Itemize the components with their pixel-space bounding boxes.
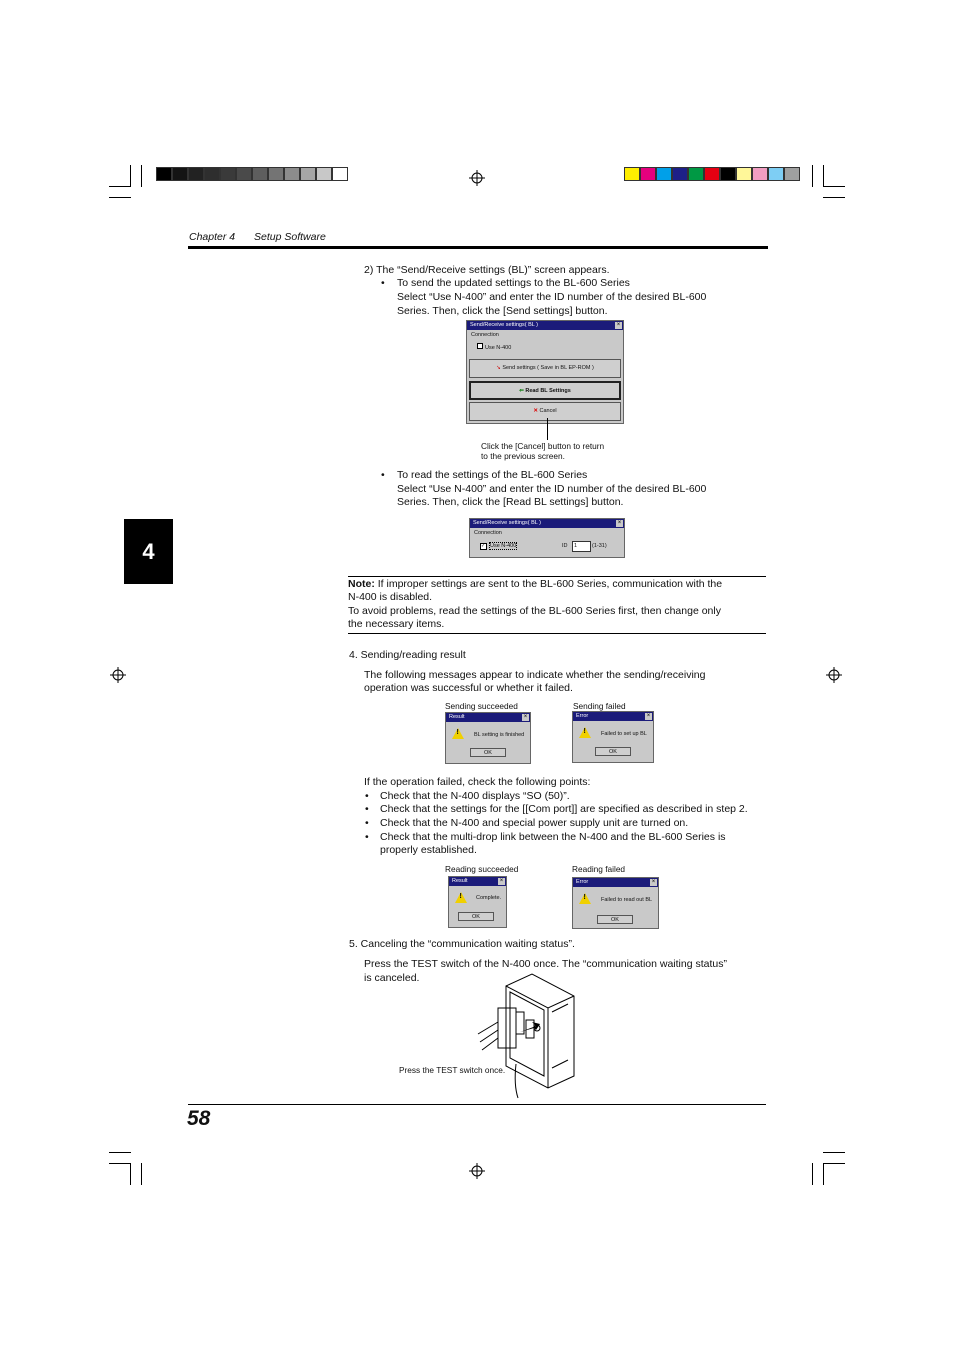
color-calibration-bar [624,167,800,181]
gray-swatch [316,167,332,181]
color-swatch [672,167,688,181]
step4-line2: operation was successful or whether it failed. [364,682,573,694]
send-icon: ↘ [496,365,501,371]
check-item: Check that the multi-drop link between the N-400 and the BL-600 Series is [380,831,726,843]
send-fail-caption: Sending failed [573,701,626,711]
gray-swatch [284,167,300,181]
close-icon[interactable]: × [523,714,528,720]
send-line1: Select “Use N-400” and enter the ID number of the desired BL-600 [397,291,707,303]
dialog-title: Result [452,878,468,884]
chapter-label: Chapter 4 [189,231,236,243]
id-label: ID [562,543,568,549]
gray-swatch [268,167,284,181]
warning-icon [579,727,591,738]
close-icon[interactable]: × [651,879,656,885]
dialog-message: Failed to read out BL [601,897,653,903]
ok-button[interactable]: OK [595,747,631,756]
color-swatch [736,167,752,181]
send-ok-caption: Sending succeeded [445,701,518,711]
color-swatch [688,167,704,181]
use-n400-checkbox[interactable] [480,543,517,550]
read-bullet: To read the settings of the BL-600 Series [397,469,588,481]
bullet-icon: • [365,817,369,829]
bullet-icon: • [365,831,369,843]
dialog-message: BL setting is finished [474,732,525,738]
send-line2: Series. Then, click the [Send settings] button. [397,305,608,317]
cancel-caption-line2: to the previous screen. [481,451,565,461]
check-item: Check that the N-400 and special power supply unit are turned on. [380,817,689,829]
bullet-icon: • [365,803,369,815]
connection-group-label: Connection [471,332,499,338]
cancel-callout-line [547,418,548,440]
color-swatch [656,167,672,181]
n400-device-illustration [470,972,582,1102]
id-input[interactable]: 1 [572,541,591,552]
gray-swatch [220,167,236,181]
color-swatch [704,167,720,181]
checkbox-checked-icon: ✓ [481,543,486,549]
bullet-icon: • [381,277,385,289]
color-swatch [624,167,640,181]
step5-line2: is canceled. [364,972,420,984]
note-line2: N-400 is disabled. [348,591,433,603]
color-swatch [784,167,800,181]
checkbox-label: Use N-400 [490,543,517,549]
grayscale-calibration-bar [156,167,348,181]
gray-swatch [332,167,348,181]
dialog-title: Error [576,879,589,885]
gray-swatch [204,167,220,181]
note-bottom-rule [348,633,766,634]
step4-line1: The following messages appear to indicate whether the sending/receiving [364,669,706,681]
note-line1 [348,578,722,592]
cancel-button[interactable] [469,402,621,421]
read-fail-caption: Reading failed [572,864,626,874]
note-line3: To avoid problems, read the settings of the BL-600 Series first, then change only [348,605,721,617]
gray-swatch [188,167,204,181]
note-label: Note: [348,578,375,590]
color-swatch [752,167,768,181]
send-settings-button[interactable] [469,359,621,378]
read-bl-settings-button[interactable] [469,381,621,400]
note-text: If improper settings are sent to the BL-600 Series, communication with the [374,578,723,590]
step5-heading: 5. Canceling the “communication waiting status”. [349,938,575,950]
cancel-label: Cancel [539,408,557,414]
checkbox-label: Use N-400 [485,345,512,351]
header-rule [188,246,768,249]
gray-swatch [172,167,188,181]
dialog-title: Error [576,713,589,719]
check-item-continued: properly established. [380,844,477,856]
cancel-icon: ✕ [533,408,538,414]
send-fail-dialog [572,711,654,763]
dialog-message: Complete. [476,895,502,901]
dialog-title: Send/Receive settings( BL ) [470,322,538,328]
color-swatch [768,167,784,181]
step5-line1: Press the TEST switch of the N-400 once. The “communication waiting status” [364,958,727,970]
close-icon[interactable]: × [616,322,621,328]
dialog-title: Send/Receive settings( BL ) [473,520,541,526]
connection-group-label: Connection [474,530,502,536]
gray-swatch [156,167,172,181]
dialog-title-bar [470,519,624,528]
note-line4: the necessary items. [348,618,445,630]
read-line2: Series. Then, click the [Read BL settings] button. [397,496,624,508]
bullet-icon: • [365,790,369,802]
warning-icon [452,728,464,739]
gray-swatch [236,167,252,181]
ok-button[interactable]: OK [458,912,494,921]
dialog-title-bar [449,877,506,886]
color-swatch [640,167,656,181]
read-line1: Select “Use N-400” and enter the ID number of the desired BL-600 [397,483,707,495]
cancel-caption-line1: Click the [Cancel] button to return [481,441,605,451]
page-number: 58 [187,1107,211,1130]
note-top-rule [348,576,766,577]
dialog-title-bar [573,712,653,721]
read-ok-dialog [448,876,507,928]
send-receive-dialog-id [469,518,625,558]
step4-heading: 4. Sending/reading result [349,649,466,661]
read-icon: ⇐ [519,388,524,394]
close-icon[interactable]: × [617,520,622,526]
dialog-title-bar [446,713,530,722]
warning-icon [579,893,591,904]
id-range-label: (1-31) [592,543,607,549]
check-item: Check that the settings for the [[Com port]] are specified as described in step 2. [380,803,748,815]
bullet-icon: • [381,469,385,481]
read-bl-settings-label: Read BL Settings [525,388,571,394]
send-settings-label: Send settings ( Save in BL EP-ROM ) [502,365,594,371]
gray-swatch [300,167,316,181]
test-switch-caption: Press the TEST switch once. [399,1065,506,1075]
registration-target-icon [826,667,842,683]
dialog-title: Result [449,714,465,720]
registration-target-icon [469,170,485,186]
read-fail-dialog [572,877,659,929]
dialog-title-bar [573,878,658,887]
step2-intro: 2) The “Send/Receive settings (BL)” screen appears. [364,264,610,276]
check-item: Check that the N-400 displays “SO (50)”. [380,790,570,802]
footer-rule [188,1104,766,1105]
section-label: Setup Software [254,231,326,243]
close-icon[interactable]: × [499,878,504,884]
check-intro: If the operation failed, check the following points: [364,776,591,788]
ok-button[interactable]: OK [470,748,506,757]
registration-target-icon [110,667,126,683]
dialog-title-bar [467,321,623,330]
send-ok-dialog [445,712,531,764]
send-receive-dialog [466,320,624,424]
registration-target-icon [469,1163,485,1179]
close-icon[interactable]: × [646,713,651,719]
send-bullet: To send the updated settings to the BL-600 Series [397,277,630,289]
use-n400-checkbox[interactable] [477,343,511,351]
ok-button[interactable]: OK [597,915,633,924]
checkbox-icon [477,343,483,349]
dialog-message: Failed to set up BL [601,731,647,737]
chapter-tab-number: 4 [142,539,155,564]
warning-icon [455,892,467,903]
read-ok-caption: Reading succeeded [445,864,519,874]
chapter-tab [124,519,173,584]
gray-swatch [252,167,268,181]
color-swatch [720,167,736,181]
